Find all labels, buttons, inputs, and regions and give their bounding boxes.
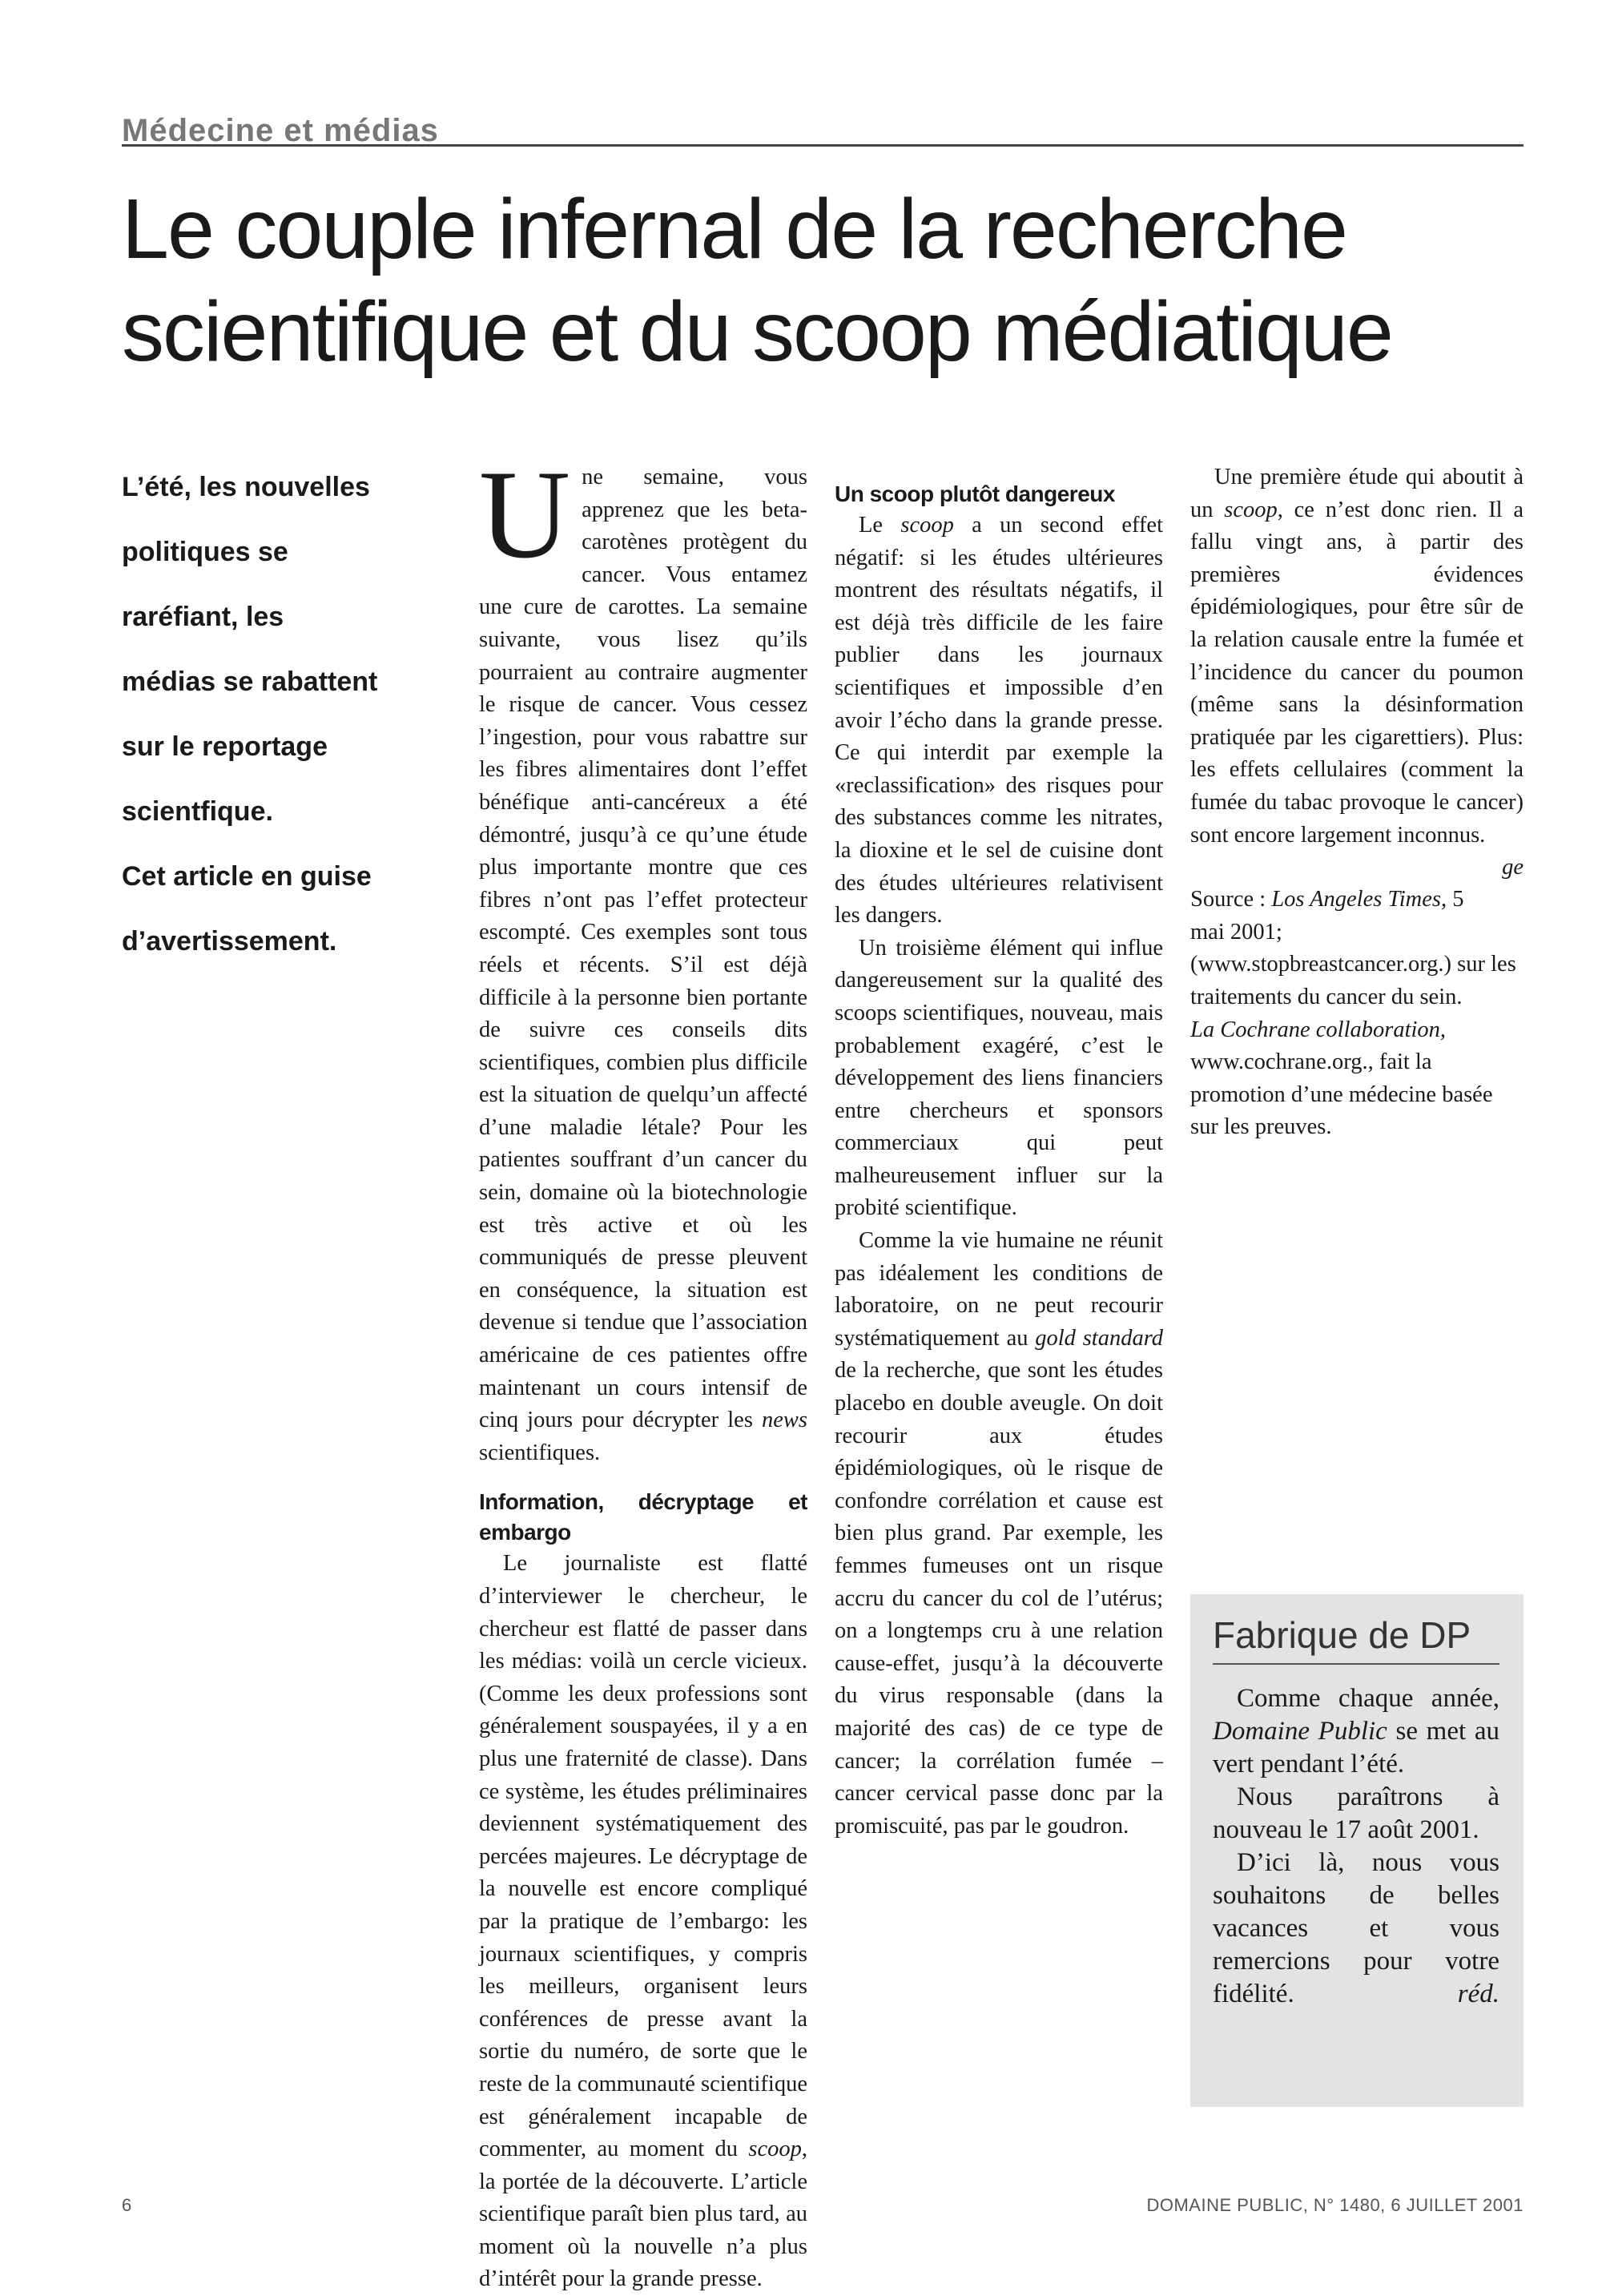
- body-paragraph: Une première étude qui aboutit à un scoop, ce n’est donc rien. Il a fallu vingt ans, à partir des premières évidences épidémiologiques, pour être sûr de la relation causale entre la fumée et l’incidence du cancer du poumon (même sans la désinformation pratiquée par les cigarettiers). Plus: les effets cellulaires (comment la fumée du tabac provoque le cancer) sont encore largement inconnus. ge: [1190, 461, 1524, 852]
- box-paragraph: Comme chaque année, Domaine Public se met au vert pendant l’été.: [1213, 1684, 1499, 1778]
- source-entry: La Cochrane collaboration, www.cochrane.org., fait la promotion d’une médecine basée sur les preuves.: [1190, 1017, 1493, 1140]
- body-paragraph: Le scoop a un second effet négatif: si les études ultérieures montrent des résultats négatifs, il est déjà très difficile de les faire publier dans les journaux scientifiques et impossible d’en avoir l’écho dans la grande presse. Ce qui interdit par exemple la «reclassification» des risques pour des substances comme les nitrates, la dioxine et le sel de cuisine dont des études ultérieures relativisent les dangers.: [835, 513, 1164, 928]
- box-paragraph: Nous paraîtrons à nouveau le 17 août 2001.: [1213, 1782, 1499, 1844]
- author-signature: ge: [1502, 855, 1524, 880]
- section-label: Médecine et médias: [122, 113, 439, 148]
- intro-line: d’avertissement.: [122, 926, 337, 957]
- footer-reference: DOMAINE PUBLIC, N° 1480, 6 JUILLET 2001: [1146, 2195, 1524, 2215]
- article-column-1: [479, 445, 808, 2296]
- box-signature: réd.: [1457, 1980, 1499, 2008]
- intro-line: sur le reportage: [122, 731, 328, 762]
- subheading: Information, décryptage et embargo: [479, 1489, 807, 1545]
- body-paragraph: Le journaliste est flatté d’interviewer le chercheur, le chercheur est flatté de passer dans les médias: voilà un cercle vicieux. (Comme les deux professions sont généralement souspayées, il y a en plus une fraternité de classe). Dans ce système, les études préliminaires deviennent systématiquement des percées majeures. Le décryptage de la nouvelle est encore compliqué par la pratique de l’embargo: les journaux scientifiques, y compris les meilleurs, organisent leurs conférences de presse avant la sortie du numéro, de sorte que le reste de la communauté scientifique est généralement incapable de commenter, au moment du scoop, la portée de la découverte. L’article scientifique paraît bien plus tard, au moment où la nouvelle n’a plus d’intérêt pour la grande presse.: [479, 1551, 808, 2292]
- subheading: Un scoop plutôt dangereux: [835, 481, 1115, 506]
- box-paragraph: D’ici là, nous vous souhaitons de belles vacances et vous remercions pour votre fidélité. réd.: [1213, 1847, 1499, 2011]
- body-paragraph: Une semaine, vous apprenez que les beta-carotènes protègent du cancer. Vous entamez une cure de carottes. La semaine suivante, vous lisez qu’ils pourraient au contraire augmenter le risque de cancer. Vous cessez l’ingestion, pour vous rabattre sur les fibres alimentaires dont l’effet bénéfique anti-cancéreux a été démontré, jusqu’à ce qu’une étude plus importante montre que ces fibres n’ont pas l’effet protecteur escompté. Ces exemples sont tous réels et récents. S’il est déjà difficile à la personne bien portante de suivre ces conseils dits scientifiques, combien plus difficile est la situation de quelqu’un affecté d’une maladie létale? Pour les patientes souffrant d’un cancer du sein, domaine où la biotechnologie est très active et où les communiqués de presse pleuvent en conséquence, la situation est devenue si tendue que l’association américaine de ces patientes offre maintenant un cours intensif de cinq jours pour décrypter les news scientifiques.: [479, 445, 807, 1465]
- article-column-3: [1190, 461, 1524, 1144]
- body-paragraph: Un troisième élément qui influe dangereusement sur la qualité des scoops scientifiques, nouveau, mais probablement exagéré, c’est le développement des liens financiers entre chercheurs et sponsors commerciaux qui peut malheureusement influer sur la probité scientifique.: [835, 935, 1163, 1221]
- article-title: [122, 178, 1548, 383]
- page-number: 6: [122, 2195, 132, 2215]
- body-paragraph: Comme la vie humaine ne réunit pas idéalement les conditions de laboratoire, on ne peut recourir systématiquement au gold standard de la recherche, que sont les études placebo en double aveugle. On doit recourir aux études épidémiologiques, où le risque de confondre corrélation et cause est bien plus grand. Par exemple, les femmes fumeuses ont un risque accru du cancer du col de l’utérus; on a longtemps cru à une relation cause-effet, jusqu’à la découverte du virus responsable (dans la majorité des cas) de ce type de cancer; la corrélation fumée – cancer cervical passe donc par la promiscuité, pas par le goudron.: [835, 1228, 1163, 1839]
- source-entry: Source : Los Angeles Times, 5 mai 2001;: [1190, 887, 1464, 945]
- intro-line: médias se rabattent: [122, 667, 378, 697]
- section-header: [122, 112, 1524, 147]
- intro-line: raréfiant, les: [122, 602, 284, 632]
- article-intro: [122, 455, 458, 974]
- box-body: [1213, 1682, 1499, 2011]
- article-title-line-1: Le couple infernal de la recherche: [122, 182, 1346, 276]
- sources: [1190, 884, 1524, 1144]
- sidebar-box: [1190, 1594, 1524, 2107]
- article-title-line-2: scientifique et du scoop médiatique: [122, 284, 1392, 379]
- drop-cap: U: [479, 445, 571, 585]
- intro-line: politiques se: [122, 537, 288, 567]
- article-column-2: [835, 461, 1163, 1843]
- intro-line: Cet article en guise: [122, 861, 372, 892]
- source-entry: (www.stopbreastcancer.org.) sur les traitements du cancer du sein.: [1190, 952, 1516, 1009]
- box-title: Fabrique de DP: [1213, 1613, 1499, 1665]
- intro-line: scientfique.: [122, 796, 273, 827]
- intro-line: L’été, les nouvelles: [122, 472, 370, 502]
